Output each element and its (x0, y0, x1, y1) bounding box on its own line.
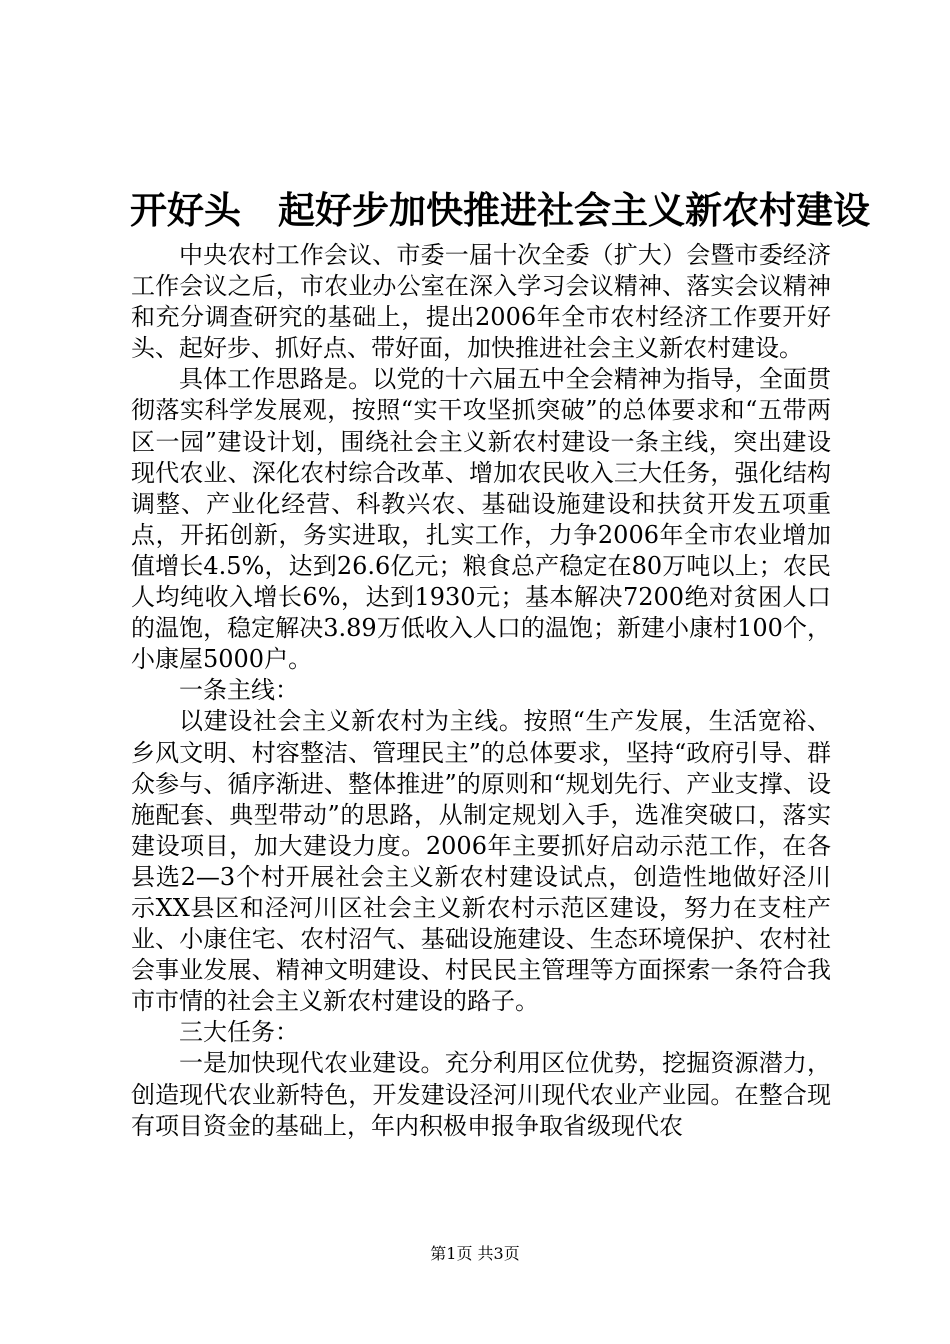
paragraph-work-plan: 具体工作思路是。以党的十六届五中全会精神为指导，全面贯彻落实科学发展观，按照“实干攻坚抓突破”的总体要求和“五带两区一园”建设计划，围绕社会主义新农村建设一条主线，突出建设现代农业、深化农村综合改革、增加农民收入三大任务，强化结构调整、产业化经营、科教兴农、基础设施建设和扶贫开发五项重点，开拓创新，务实进取，扎实工作，力争2006年全市农业增加值增长4.5%，达到26.6亿元；粮食总产稳定在80万吨以上；农民人均纯收入增长6%，达到1930元；基本解决7200绝对贫困人口的温饱，稳定解决3.89万低收入人口的温饱；新建小康村100个，小康屋5000户。 (131, 365, 831, 674)
paragraph-task-one: 一是加快现代农业建设。充分利用区位优势，挖掘资源潜力，创造现代农业新特色，开发建设泾河川现代农业产业园。在整合现有项目资金的基础上，年内积极申报争取省级现代农 (131, 1049, 831, 1140)
document-title: 开好头 起好步加快推进社会主义新农村建设 (130, 188, 870, 232)
document-body (131, 240, 831, 1142)
paragraph-heading-main-line: 一条主线： (179, 676, 299, 705)
paragraph-heading-three-tasks: 三大任务： (179, 1018, 299, 1047)
paragraph-intro: 中央农村工作会议、市委一届十次全委（扩大）会暨市委经济工作会议之后，市农业办公室在深入学习会议精神、落实会议精神和充分调查研究的基础上，提出2006年全市农村经济工作要开好头、起好步、抓好点、带好面，加快推进社会主义新农村建设。 (131, 241, 831, 363)
page-footer: 第1页 共3页 (430, 1244, 520, 1263)
paragraph-main-line: 以建设社会主义新农村为主线。按照“生产发展，生活宽裕、乡风文明、村容整洁、管理民主”的总体要求，坚持“政府引导、群众参与、循序渐进、整体推进”的原则和“规划先行、产业支撑、设施配套、典型带动”的思路，从制定规划入手，选准突破口，落实建设项目，加大建设力度。2006年主要抓好启动示范工作，在各县选2—3个村开展社会主义新农村建设试点，创造性地做好泾川示XX县区和泾河川区社会主义新农村示范区建设，努力在支柱产业、小康住宅、农村沼气、基础设施建设、生态环境保护、农村社会事业发展、精神文明建设、村民民主管理等方面探索一条符合我市市情的社会主义新农村建设的路子。 (131, 707, 831, 1016)
